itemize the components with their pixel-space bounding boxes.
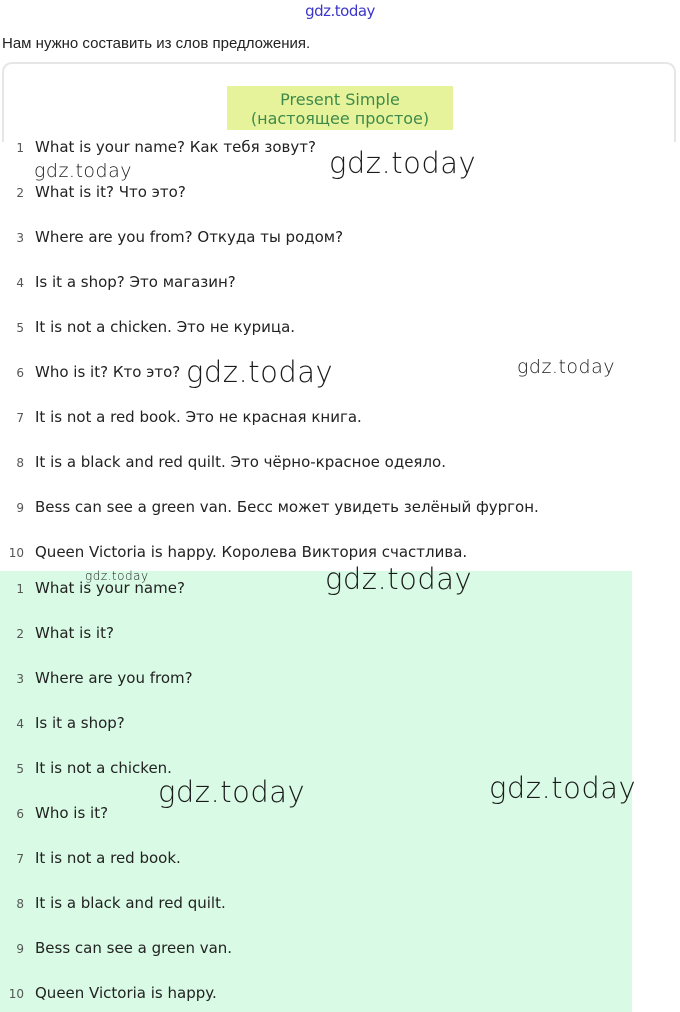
line-number: 10 [8,546,24,560]
intro-text: Нам нужно составить из слов предложения. [2,35,311,52]
list-item [0,273,236,297]
answer-sentence: What is your name? [35,579,185,597]
list-item [0,318,295,342]
watermark: gdz.today [85,569,149,583]
sentence: It is a black and red quilt. Это чёрно-красное одеяло. [35,453,446,471]
sentence: It is not a red book. Это не красная книга. [35,408,362,426]
line-number: 8 [16,897,24,911]
sentence: What is it? Что это? [35,183,186,201]
site-logo[interactable]: gdz.today [305,2,375,20]
list-item [0,408,362,432]
answer-sentence: Queen Victoria is happy. [35,984,217,1002]
line-number: 10 [8,987,24,1001]
line-number: 7 [16,411,24,425]
watermark: gdz.today [34,160,132,182]
answer-sentence: Is it a shop? [35,714,125,732]
line-number: 1 [16,141,24,155]
line-number: 5 [16,762,24,776]
sentence: Where are you from? Откуда ты родом? [35,228,344,246]
tense-title: Present Simple [280,90,400,109]
watermark: gdz.today [329,146,477,180]
line-number: 1 [16,582,24,596]
line-number: 9 [16,942,24,956]
sentence: What is your name? Как тебя зовут? [35,138,316,156]
line-number: 4 [16,276,24,290]
answer-item [0,714,125,738]
line-number: 3 [16,231,24,245]
line-number: 7 [16,852,24,866]
sentence: It is not a chicken. Это не курица. [35,318,296,336]
line-number: 9 [16,501,24,515]
list-item [0,498,539,522]
tense-subtitle: (настоящее простое) [250,109,430,128]
sentence: Queen Victoria is happy. Королева Виктория счастлива. [35,543,468,561]
watermark: gdz.today [325,562,473,596]
list-item [0,453,446,477]
line-number: 8 [16,456,24,470]
sentence: Bess can see a green van. Бесс может увидеть зелёный фургон. [35,498,539,516]
list-item [0,363,180,387]
answer-item [0,669,193,693]
watermark: gdz.today [158,775,306,809]
line-number: 5 [16,321,24,335]
watermark: gdz.today [186,355,334,389]
answer-item [0,804,108,828]
list-item [0,228,343,252]
line-number: 2 [16,627,24,641]
sentence: Is it a shop? Это магазин? [35,273,236,291]
answer-item [0,624,114,648]
answer-item [0,984,217,1008]
answer-item [0,849,181,873]
answer-sentence: It is a black and red quilt. [35,894,226,912]
line-number: 4 [16,717,24,731]
answer-sentence: What is it? [35,624,114,642]
tense-header [227,86,453,130]
sentence: Who is it? Кто это? [35,363,181,381]
answer-sentence: It is not a chicken. [35,759,172,777]
answer-sentence: It is not a red book. [35,849,181,867]
list-item [0,138,316,162]
answer-item [0,939,232,963]
watermark: gdz.today [517,356,615,378]
answer-sentence: Where are you from? [35,669,193,687]
list-item [0,183,186,207]
line-number: 3 [16,672,24,686]
line-number: 6 [16,807,24,821]
answer-item [0,894,226,918]
line-number: 6 [16,366,24,380]
answer-sentence: Who is it? [35,804,109,822]
answer-sentence: Bess can see a green van. [35,939,233,957]
answer-item [0,759,172,783]
line-number: 2 [16,186,24,200]
watermark: gdz.today [489,771,637,805]
